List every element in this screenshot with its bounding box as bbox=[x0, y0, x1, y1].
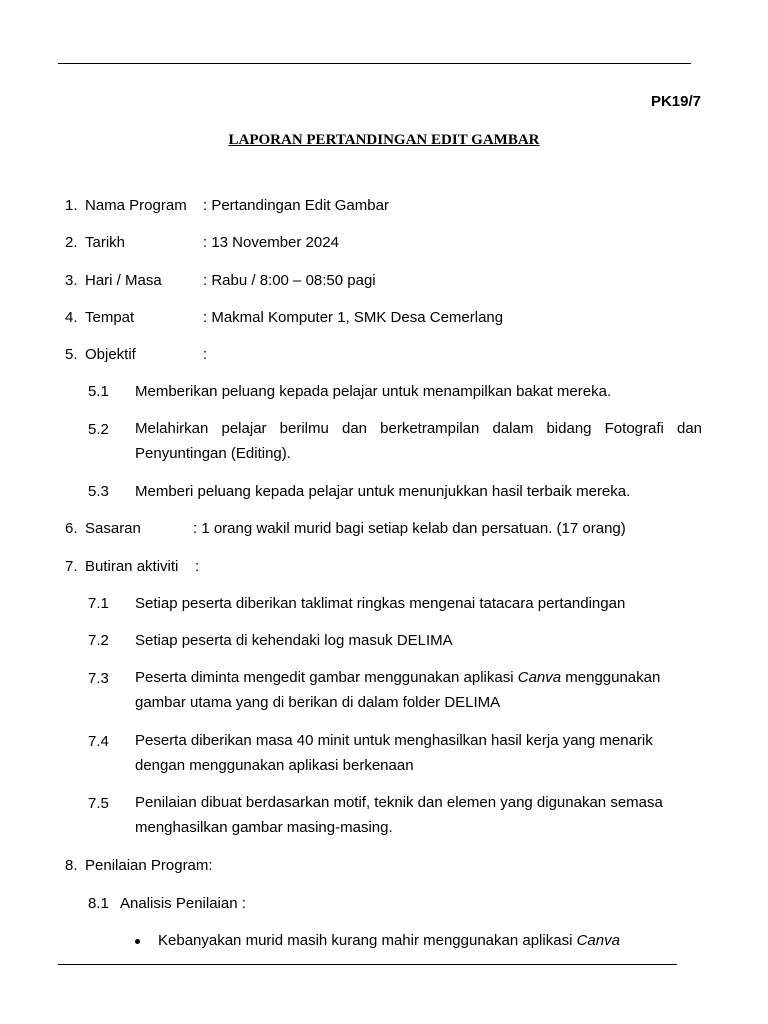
item-number: 8. bbox=[65, 857, 78, 874]
document-code: PK19/7 bbox=[650, 93, 701, 110]
item-number: 6. bbox=[65, 520, 78, 537]
activity-text: Setiap peserta diberikan taklimat ringkas mengenai tatacara pertandingan bbox=[135, 595, 626, 612]
item-number: 7. bbox=[65, 558, 78, 575]
objective-text: Memberikan peluang kepada pelajar untuk menampilkan bakat mereka. bbox=[135, 383, 612, 400]
assessment-number: 8.1 bbox=[88, 895, 109, 912]
item-label-target: Sasaran bbox=[85, 520, 141, 537]
item-number: 1. bbox=[65, 197, 78, 214]
objective-number: 5.1 bbox=[88, 383, 109, 400]
assessment-label: Penilaian Program bbox=[85, 857, 209, 874]
app-name: Canva bbox=[517, 669, 562, 686]
item-label-objectives: Objektif bbox=[85, 346, 136, 363]
item-value-program-name: : Pertandingan Edit Gambar bbox=[203, 197, 389, 214]
assessment-colon: : bbox=[208, 857, 213, 874]
item-value-target: : 1 orang wakil murid bagi setiap kelab dan persatuan. (17 orang) bbox=[193, 520, 626, 537]
item-value-day-time: : Rabu / 8:00 – 08:50 pagi bbox=[203, 272, 376, 289]
activity-number: 7.5 bbox=[88, 795, 109, 812]
header-rule bbox=[58, 63, 691, 64]
objective-number: 5.2 bbox=[88, 421, 109, 438]
item-number: 2. bbox=[65, 234, 78, 251]
item-number: 3. bbox=[65, 272, 78, 289]
activity-number: 7.4 bbox=[88, 733, 109, 750]
document-title: LAPORAN PERTANDINGAN EDIT GAMBAR bbox=[228, 132, 540, 148]
item-value-date: : 13 November 2024 bbox=[203, 234, 339, 251]
activity-number: 7.1 bbox=[88, 595, 109, 612]
objective-text: Melahirkan pelajar berilmu dan berketrampilan dalam bidang Fotografi dan Penyuntingan (Editing). bbox=[135, 420, 702, 462]
item-number: 4. bbox=[65, 309, 78, 326]
item-value-activity-details: : bbox=[195, 558, 200, 575]
item-label-program-assessment bbox=[85, 857, 213, 875]
item-label-venue: Tempat bbox=[85, 309, 135, 326]
objective-number: 5.3 bbox=[88, 483, 109, 500]
objective-text: Memberi peluang kepada pelajar untuk menunjukkan hasil terbaik mereka. bbox=[135, 483, 631, 500]
app-name: Canva bbox=[576, 932, 620, 949]
footer-rule bbox=[58, 964, 677, 965]
item-label-day-time: Hari / Masa bbox=[85, 272, 162, 289]
item-number: 5. bbox=[65, 346, 78, 363]
bullet-text: Kebanyakan murid masih kurang mahir menggunakan aplikasi bbox=[158, 932, 577, 949]
item-label-activity-details: Butiran aktiviti bbox=[85, 558, 179, 575]
item-value-venue: : Makmal Komputer 1, SMK Desa Cemerlang bbox=[203, 309, 504, 326]
assessment-bullet-text bbox=[158, 932, 620, 950]
activity-text-part: menggunakan gambar utama yang di berikan di dalam folder DELIMA bbox=[135, 669, 661, 711]
activity-text bbox=[135, 665, 702, 715]
activity-text: Penilaian dibuat berdasarkan motif, teknik dan elemen yang digunakan semasa menghasilkan gambar masing-masing. bbox=[135, 794, 663, 836]
activity-text: Peserta diberikan masa 40 minit untuk menghasilkan hasil kerja yang menarik dengan menggunakan aplikasi berkenaan bbox=[135, 732, 653, 774]
activity-text: Setiap peserta di kehendaki log masuk DELIMA bbox=[135, 632, 453, 649]
activity-text-part: Peserta diminta mengedit gambar menggunakan aplikasi bbox=[135, 669, 518, 686]
item-label-program-name: Nama Program bbox=[85, 197, 187, 214]
item-value-objectives: : bbox=[203, 346, 208, 363]
bullet-icon bbox=[135, 939, 140, 944]
assessment-label: Analisis Penilaian : bbox=[120, 895, 246, 912]
item-label-date: Tarikh bbox=[85, 234, 126, 251]
activity-number: 7.3 bbox=[88, 670, 109, 687]
activity-number: 7.2 bbox=[88, 632, 109, 649]
